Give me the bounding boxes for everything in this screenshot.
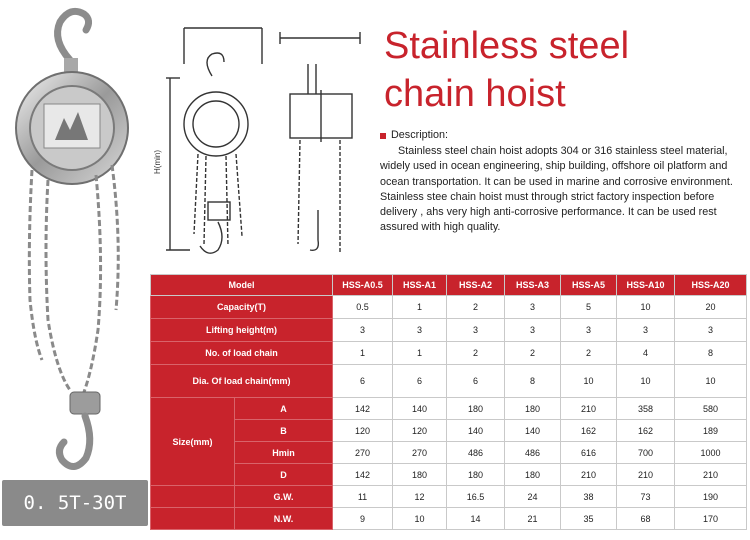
table-cell: 38 bbox=[561, 486, 617, 508]
table-cell: 20 bbox=[675, 296, 747, 319]
table-row bbox=[151, 398, 747, 420]
table-cell: 486 bbox=[447, 442, 505, 464]
table-cell: 180 bbox=[447, 464, 505, 486]
title-line-1: Stainless steel bbox=[384, 25, 630, 67]
table-cell: 142 bbox=[333, 398, 393, 420]
row-label: Dia. Of load chain(mm) bbox=[151, 365, 333, 398]
table-cell: 10 bbox=[617, 296, 675, 319]
table-cell: 170 bbox=[675, 508, 747, 530]
table-cell: 210 bbox=[617, 464, 675, 486]
table-cell: 9 bbox=[333, 508, 393, 530]
table-cell: 11 bbox=[333, 486, 393, 508]
table-cell: 2 bbox=[447, 342, 505, 365]
table-cell: 8 bbox=[505, 365, 561, 398]
model-header-cell: HSS-A5 bbox=[561, 275, 617, 296]
table-cell: 35 bbox=[561, 508, 617, 530]
table-cell: 6 bbox=[333, 365, 393, 398]
page-title bbox=[384, 22, 744, 118]
row-label: B bbox=[235, 420, 333, 442]
description-heading bbox=[380, 128, 742, 143]
table-cell: 1 bbox=[393, 342, 447, 365]
table-cell: 68 bbox=[617, 508, 675, 530]
description-text: Stainless steel chain hoist adopts 304 or 316 stainless steel material, widely used in ocean engineering, ship building, offshore oil platform and ocean transportation. It can be used in marine and corrosive environment. Stainless stee chain hoist must through strict factory inspection before delivery , ahs very high anti-corrosive performance. It can be used rest assured with high quality. bbox=[380, 145, 733, 234]
table-cell: 120 bbox=[333, 420, 393, 442]
table-cell: 3 bbox=[617, 319, 675, 342]
row-label: A bbox=[235, 398, 333, 420]
model-header: Model bbox=[151, 275, 333, 296]
blank-label-cell bbox=[151, 486, 235, 508]
table-row bbox=[151, 319, 747, 342]
model-header-cell: HSS-A0.5 bbox=[333, 275, 393, 296]
table-cell: 140 bbox=[505, 420, 561, 442]
table-cell: 6 bbox=[393, 365, 447, 398]
table-cell: 3 bbox=[675, 319, 747, 342]
table-cell: 3 bbox=[505, 296, 561, 319]
table-cell: 140 bbox=[393, 398, 447, 420]
table-cell: 16.5 bbox=[447, 486, 505, 508]
hoist-diagram bbox=[150, 14, 382, 272]
table-cell: 3 bbox=[505, 319, 561, 342]
table-cell: 4 bbox=[617, 342, 675, 365]
table-cell: 180 bbox=[447, 398, 505, 420]
table-cell: 8 bbox=[675, 342, 747, 365]
row-label: Lifting height(m) bbox=[151, 319, 333, 342]
description-heading-text: Description: bbox=[391, 129, 449, 141]
chain-hoist-photo bbox=[0, 0, 150, 535]
table-cell: 10 bbox=[561, 365, 617, 398]
table-row bbox=[151, 342, 747, 365]
table-cell: 3 bbox=[333, 319, 393, 342]
table-row bbox=[151, 464, 747, 486]
table-cell: 10 bbox=[675, 365, 747, 398]
model-header-cell: HSS-A20 bbox=[675, 275, 747, 296]
row-label: Hmin bbox=[235, 442, 333, 464]
table-cell: 3 bbox=[393, 319, 447, 342]
table-cell: 73 bbox=[617, 486, 675, 508]
table-cell: 180 bbox=[505, 398, 561, 420]
table-cell: 486 bbox=[505, 442, 561, 464]
table-cell: 162 bbox=[561, 420, 617, 442]
table-cell: 10 bbox=[393, 508, 447, 530]
specification-table bbox=[150, 274, 747, 530]
table-cell: 270 bbox=[333, 442, 393, 464]
table-cell: 3 bbox=[447, 319, 505, 342]
table-cell: 24 bbox=[505, 486, 561, 508]
table-cell: 1000 bbox=[675, 442, 747, 464]
row-label: Capacity(T) bbox=[151, 296, 333, 319]
model-header-cell: HSS-A3 bbox=[505, 275, 561, 296]
table-cell: 120 bbox=[393, 420, 447, 442]
table-cell: 21 bbox=[505, 508, 561, 530]
table-cell: 5 bbox=[561, 296, 617, 319]
capacity-range-badge: 0. 5T-30T bbox=[2, 480, 148, 526]
table-cell: 270 bbox=[393, 442, 447, 464]
technical-drawing bbox=[150, 14, 382, 272]
model-header-cell: HSS-A2 bbox=[447, 275, 505, 296]
table-cell: 6 bbox=[447, 365, 505, 398]
blank-label-cell bbox=[151, 508, 235, 530]
table-cell: 180 bbox=[505, 464, 561, 486]
row-label: No. of load chain bbox=[151, 342, 333, 365]
table-cell: 210 bbox=[561, 398, 617, 420]
table-cell: 162 bbox=[617, 420, 675, 442]
table-cell: 700 bbox=[617, 442, 675, 464]
table-cell: 12 bbox=[393, 486, 447, 508]
table-cell: 0.5 bbox=[333, 296, 393, 319]
title-line-2: chain hoist bbox=[384, 73, 566, 115]
table-row bbox=[151, 365, 747, 398]
table-cell: 2 bbox=[505, 342, 561, 365]
row-label: N.W. bbox=[235, 508, 333, 530]
table-row bbox=[151, 420, 747, 442]
model-header-cell: HSS-A10 bbox=[617, 275, 675, 296]
table-cell: 358 bbox=[617, 398, 675, 420]
table-cell: 2 bbox=[447, 296, 505, 319]
table-cell: 1 bbox=[333, 342, 393, 365]
table-row bbox=[151, 486, 747, 508]
table-row bbox=[151, 296, 747, 319]
table-cell: 190 bbox=[675, 486, 747, 508]
table-cell: 2 bbox=[561, 342, 617, 365]
table-cell: 616 bbox=[561, 442, 617, 464]
table-cell: 210 bbox=[561, 464, 617, 486]
table-header-row bbox=[151, 275, 747, 296]
table-cell: 1 bbox=[393, 296, 447, 319]
row-label: G.W. bbox=[235, 486, 333, 508]
table-cell: 189 bbox=[675, 420, 747, 442]
size-group-label: Size(mm) bbox=[151, 398, 235, 486]
height-dimension-label: H(min) bbox=[153, 150, 162, 174]
model-header-cell: HSS-A1 bbox=[393, 275, 447, 296]
bullet-square-icon bbox=[380, 133, 386, 139]
table-cell: 210 bbox=[675, 464, 747, 486]
table-cell: 140 bbox=[447, 420, 505, 442]
table-cell: 580 bbox=[675, 398, 747, 420]
row-label: D bbox=[235, 464, 333, 486]
table-cell: 3 bbox=[561, 319, 617, 342]
table-row bbox=[151, 508, 747, 530]
table-cell: 10 bbox=[617, 365, 675, 398]
product-photo bbox=[0, 0, 150, 535]
description-block bbox=[380, 128, 742, 235]
table-cell: 180 bbox=[393, 464, 447, 486]
table-row bbox=[151, 442, 747, 464]
table-cell: 142 bbox=[333, 464, 393, 486]
table-cell: 14 bbox=[447, 508, 505, 530]
